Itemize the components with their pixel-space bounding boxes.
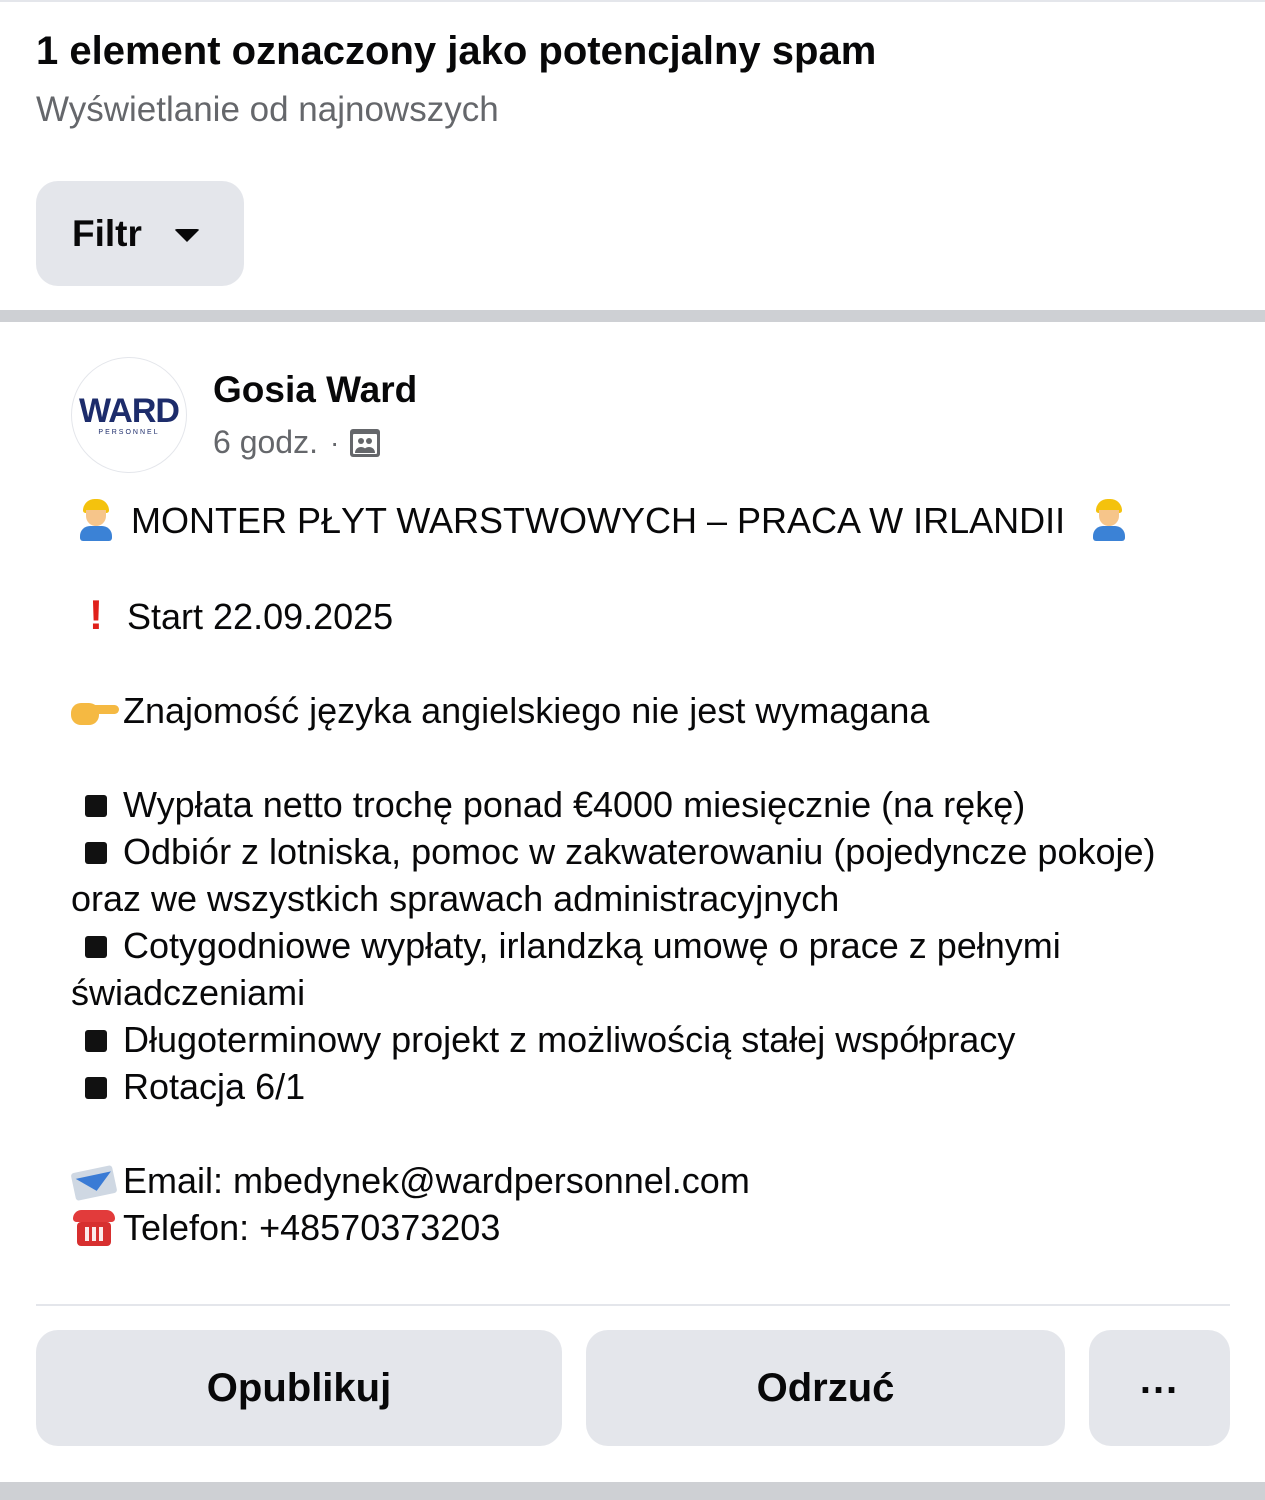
post-phone-line [71,1204,1231,1251]
author-avatar[interactable] [71,357,187,473]
black-square-icon [85,842,107,864]
post-start-line [71,591,1231,640]
filter-button-label: Filtr [72,212,142,254]
post-email-line [71,1157,1231,1204]
post-bullet [71,1016,1231,1063]
meta-separator: · [329,426,340,458]
post-bullet [71,828,1231,922]
post-headline-line [71,497,1231,544]
bottom-separator [0,1482,1265,1500]
post-time[interactable]: 6 godz. [213,424,318,460]
section-separator [0,310,1265,322]
post-meta [213,424,381,461]
post-bullet [71,1063,1231,1110]
post-body [71,497,1231,1251]
bullet-text: Długoterminowy projekt z możliwością stałej współpracy [123,1019,1016,1060]
more-options-button[interactable] [1089,1330,1230,1446]
caret-down-icon [174,229,200,242]
black-square-icon [85,936,107,958]
black-square-icon [85,1077,107,1099]
post-phone[interactable]: Telefon: +48570373203 [123,1207,501,1248]
filter-button[interactable] [36,181,244,286]
page-title: 1 element oznaczony jako potencjalny spam [36,29,877,73]
post-bullet [71,922,1231,1016]
ward-logo: WARD [79,392,179,430]
construction-worker-emoji [1089,497,1129,541]
exclamation-icon: ! [89,591,103,638]
post-headline: MONTER PŁYT WARSTWOWYCH – PRACA W IRLANDII [131,500,1066,541]
post-email[interactable]: Email: mbedynek@wardpersonnel.com [123,1160,750,1201]
publish-button[interactable]: Opublikuj [36,1330,562,1446]
more-icon: ... [1139,1357,1180,1402]
post-start-date: Start 22.09.2025 [127,596,394,637]
author-name[interactable]: Gosia Ward [213,369,418,410]
post-bullet [71,781,1231,828]
construction-worker-emoji [76,497,116,541]
spam-header [36,26,1236,132]
pointing-hand-emoji [71,697,119,727]
post-english-line [71,687,1231,734]
logo-subtext: PERSONNEL [98,429,160,436]
reject-button[interactable]: Odrzuć [586,1330,1065,1446]
bullet-text: Odbiór z lotniska, pomoc w zakwaterowaniu (pojedyncze pokoje) oraz we wszystkich sprawach administracyjnych [71,831,1156,919]
telephone-emoji [71,1208,117,1248]
top-divider [0,0,1265,2]
envelope-emoji [71,1163,117,1199]
bullet-text: Wypłata netto trochę ponad €4000 miesięcznie (na rękę) [123,784,1026,825]
bullet-text: Cotygodniowe wypłaty, irlandzką umowę o prace z pełnymi świadczeniami [71,925,1061,1013]
group-icon [349,428,381,458]
actions-divider [36,1304,1230,1306]
sort-order-label: Wyświetlanie od najnowszych [36,90,499,129]
post-english-requirement: Znajomość języka angielskiego nie jest wymagana [123,690,930,731]
bullet-text: Rotacja 6/1 [123,1066,306,1107]
black-square-icon [85,1030,107,1052]
black-square-icon [85,795,107,817]
